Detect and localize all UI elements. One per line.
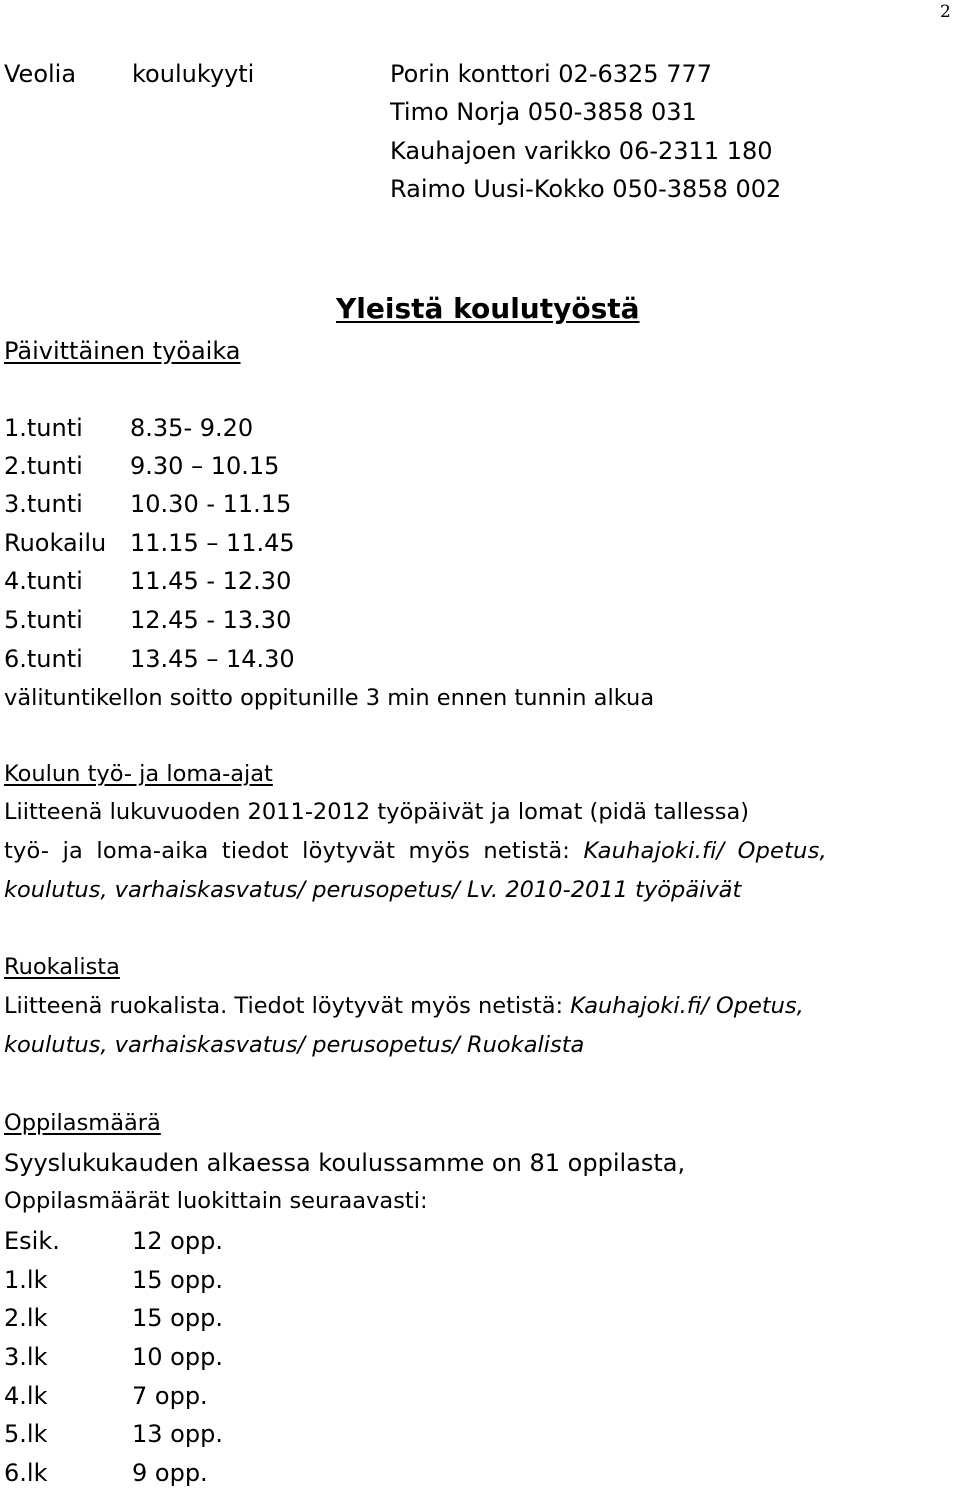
students-line: Oppilasmäärät luokittain seuraavasti: bbox=[4, 1188, 428, 1214]
work-holidays-line bbox=[4, 840, 827, 863]
contact-line: Timo Norja 050-3858 031 bbox=[390, 98, 697, 126]
schedule-time: 10.30 - 11.15 bbox=[130, 490, 292, 518]
grade-label: Esik. bbox=[4, 1227, 60, 1255]
schedule-time: 8.35- 9.20 bbox=[130, 414, 254, 442]
schedule-label: Ruokailu bbox=[4, 529, 107, 557]
website-path: koulutus, varhaiskasvatus/ perusopetus/ Lv. 2010-2011 työpäivät bbox=[4, 877, 742, 903]
grade-count: 15 opp. bbox=[132, 1304, 223, 1332]
schedule-heading: Päivittäinen työaika bbox=[4, 337, 241, 365]
grade-count: 12 opp. bbox=[132, 1227, 223, 1255]
schedule-label: 4.tunti bbox=[4, 567, 83, 595]
grade-label: 6.lk bbox=[4, 1459, 48, 1487]
schedule-time: 13.45 – 14.30 bbox=[130, 645, 295, 673]
contact-company: Veolia bbox=[4, 60, 77, 88]
grade-count: 15 opp. bbox=[132, 1266, 223, 1294]
website-path: koulutus, varhaiskasvatus/ perusopetus/ Ruokalista bbox=[4, 1032, 585, 1058]
contact-line: Raimo Uusi-Kokko 050-3858 002 bbox=[390, 175, 782, 203]
website-path: Kauhajoki.fi/ Opetus, bbox=[583, 838, 827, 864]
contact-line: Kauhajoen varikko 06-2311 180 bbox=[390, 137, 773, 165]
schedule-label: 2.tunti bbox=[4, 452, 83, 480]
schedule-label: 1.tunti bbox=[4, 414, 83, 442]
students-line: Syyslukukauden alkaessa koulussamme on 81 oppilasta, bbox=[4, 1149, 686, 1177]
schedule-time: 9.30 – 10.15 bbox=[130, 452, 280, 480]
grade-count: 13 opp. bbox=[132, 1420, 223, 1448]
work-holidays-line: Liitteenä lukuvuoden 2011-2012 työpäivät ja lomat (pidä tallessa) bbox=[4, 799, 750, 825]
website-path: Kauhajoki.fi/ Opetus, bbox=[570, 993, 804, 1019]
schedule-time: 12.45 - 13.30 bbox=[130, 606, 292, 634]
schedule-label: 5.tunti bbox=[4, 606, 83, 634]
work-holidays-text: työ- ja loma-aika tiedot löytyvät myös netistä: bbox=[4, 838, 584, 864]
grade-count: 9 opp. bbox=[132, 1459, 208, 1487]
schedule-note: välituntikellon soitto oppitunille 3 min ennen tunnin alkua bbox=[4, 685, 655, 711]
grade-count: 7 opp. bbox=[132, 1382, 208, 1410]
page-number: 2 bbox=[940, 2, 951, 22]
grade-label: 5.lk bbox=[4, 1420, 48, 1448]
work-holidays-heading: Koulun työ- ja loma-ajat bbox=[4, 761, 273, 787]
grade-label: 2.lk bbox=[4, 1304, 48, 1332]
grade-label: 1.lk bbox=[4, 1266, 48, 1294]
grade-label: 3.lk bbox=[4, 1343, 48, 1371]
schedule-label: 3.tunti bbox=[4, 490, 83, 518]
page-title: Yleistä koulutyöstä bbox=[336, 292, 640, 325]
menu-line bbox=[4, 995, 804, 1018]
menu-heading: Ruokalista bbox=[4, 954, 120, 980]
contact-service: koulukyyti bbox=[132, 60, 255, 88]
schedule-time: 11.15 – 11.45 bbox=[130, 529, 295, 557]
schedule-label: 6.tunti bbox=[4, 645, 83, 673]
menu-text: Liitteenä ruokalista. Tiedot löytyvät myös netistä: bbox=[4, 993, 571, 1019]
grade-label: 4.lk bbox=[4, 1382, 48, 1410]
students-heading: Oppilasmäärä bbox=[4, 1110, 161, 1136]
grade-count: 10 opp. bbox=[132, 1343, 223, 1371]
contact-line: Porin konttori 02-6325 777 bbox=[390, 60, 712, 88]
schedule-time: 11.45 - 12.30 bbox=[130, 567, 292, 595]
